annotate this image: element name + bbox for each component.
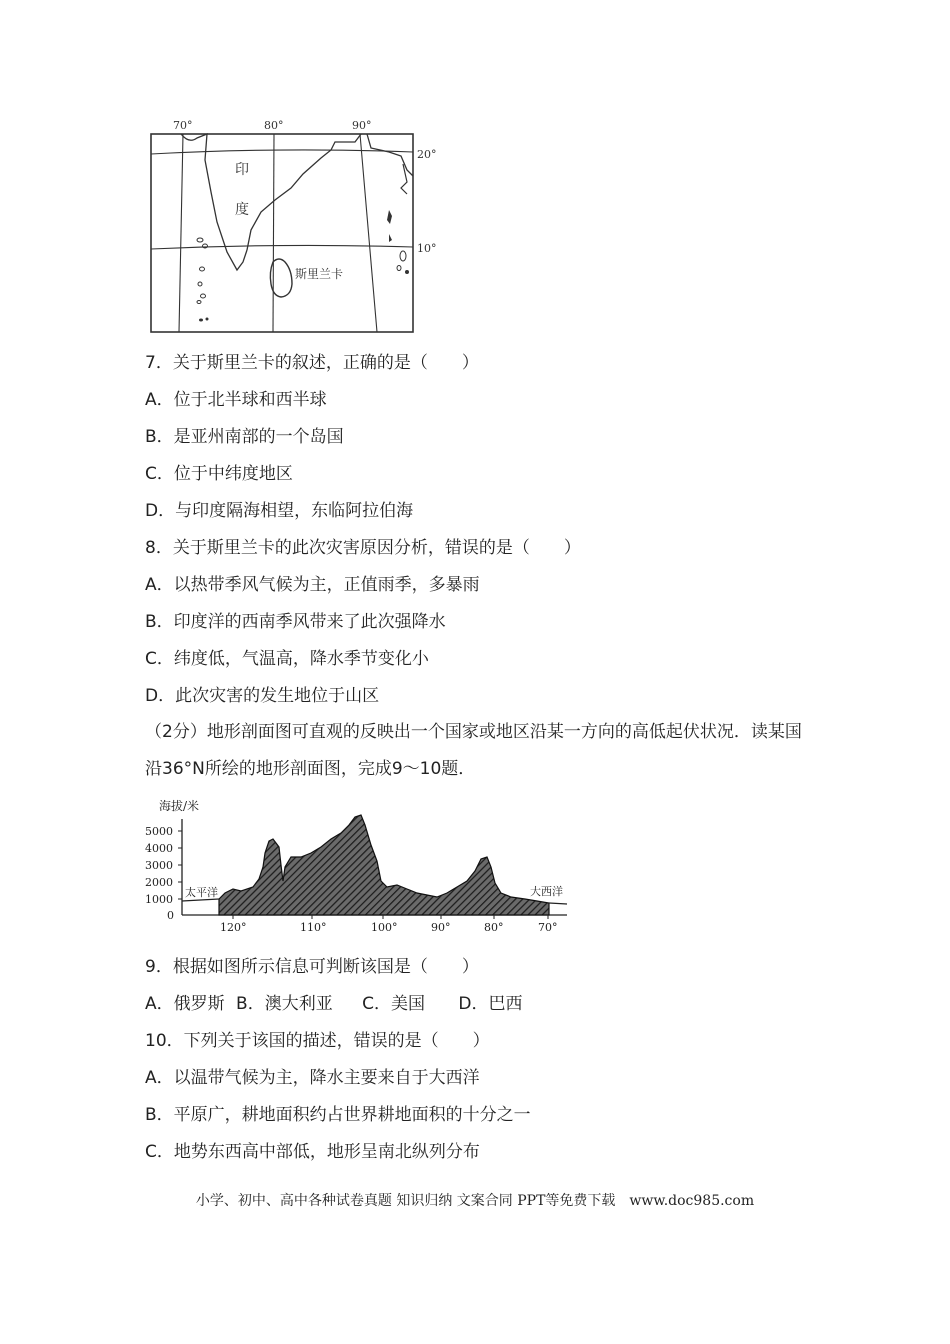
profile-ytick-4000: 4000	[145, 842, 173, 855]
q7-option-c: C．位于中纬度地区	[145, 464, 293, 484]
q8-stem: 8．关于斯里兰卡的此次灾害原因分析，错误的是（ ）	[145, 538, 581, 558]
q7-option-d: D．与印度隔海相望，东临阿拉伯海	[145, 501, 414, 521]
q7-option-b: B．是亚州南部的一个岛国	[145, 427, 344, 447]
sri-lanka-label: 斯里兰卡	[295, 267, 344, 281]
lon-label-70: 70°	[173, 119, 193, 132]
q8-option-c: C．纬度低，气温高，降水季节变化小	[145, 649, 429, 669]
profile-ytick-1000: 1000	[145, 893, 173, 906]
india-label-1: 印	[235, 162, 249, 178]
profile-xtick-80: 80°	[484, 921, 504, 934]
profile-label-pacific: 太平洋	[185, 886, 218, 899]
profile-xtick-70: 70°	[538, 921, 558, 934]
profile-ytick-5000: 5000	[145, 825, 173, 838]
q9-option-d: D．巴西	[458, 994, 523, 1014]
q9-options	[145, 993, 523, 1015]
page-footer: 小学、初中、高中各种试卷真题 知识归纳 文案合同 PPT等免费下载 www.doc985.com	[195, 1193, 755, 1209]
q9-option-c: C．美国	[362, 994, 425, 1014]
profile-ytick-2000: 2000	[145, 876, 173, 889]
profile-xtick-110: 110°	[300, 921, 327, 934]
q8-option-a: A．以热带季风气候为主，正值雨季，多暴雨	[145, 575, 480, 595]
q8-option-d: D．此次灾害的发生地位于山区	[145, 686, 380, 706]
profile-xtick-90: 90°	[431, 921, 451, 934]
lat-label-10: 10°	[417, 242, 437, 255]
lat-label-20: 20°	[417, 148, 437, 161]
q10-option-a: A．以温带气候为主，降水主要来自于大西洋	[145, 1068, 480, 1088]
q10-option-b: B．平原广，耕地面积约占世界耕地面积的十分之一	[145, 1105, 531, 1125]
q7-stem: 7．关于斯里兰卡的叙述，正确的是（ ）	[145, 353, 479, 373]
lon-label-90: 90°	[352, 119, 372, 132]
india-sri-lanka-map	[145, 112, 445, 337]
profile-ylabel: 海拔/米	[159, 799, 200, 813]
terrain-profile-fill	[219, 815, 549, 915]
profile-ytick-0: 0	[167, 909, 174, 922]
terrain-profile-chart	[145, 795, 575, 935]
q8-option-b: B．印度洋的西南季风带来了此次强降水	[145, 612, 446, 632]
q9-option-b: B．澳大利亚	[236, 994, 333, 1014]
q9-option-a: A．俄罗斯	[145, 994, 225, 1014]
lon-label-80: 80°	[264, 119, 284, 132]
profile-xtick-120: 120°	[220, 921, 247, 934]
india-label-2: 度	[235, 202, 249, 218]
section-intro: （2分）地形剖面图可直观的反映出一个国家或地区沿某一方向的高低起伏状况．读某国沿36°N所绘的地形剖面图，完成9～10题．	[145, 722, 802, 779]
q10-stem: 10．下列关于该国的描述，错误的是（ ）	[145, 1031, 490, 1051]
q7-option-a: A．位于北半球和西半球	[145, 390, 327, 410]
profile-xtick-100: 100°	[371, 921, 398, 934]
q10-option-c: C．地势东西高中部低，地形呈南北纵列分布	[145, 1142, 480, 1162]
profile-ytick-3000: 3000	[145, 859, 173, 872]
profile-label-atlantic: 大西洋	[530, 885, 563, 898]
q9-stem: 9．根据如图所示信息可判断该国是（ ）	[145, 957, 479, 977]
